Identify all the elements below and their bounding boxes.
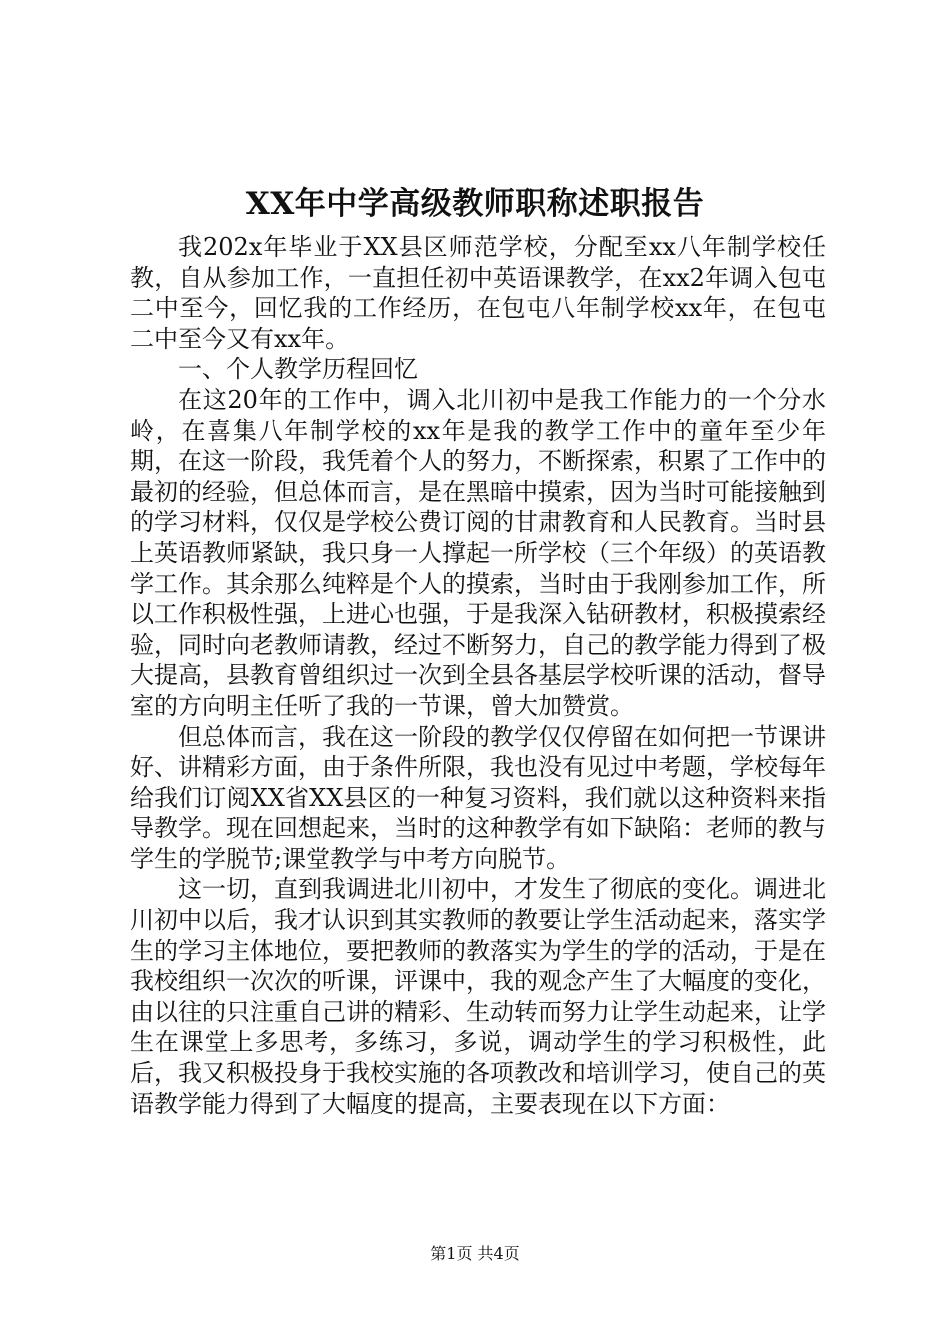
body-paragraph: 但总体而言，我在这一阶段的教学仅仅停留在如何把一节课讲好、讲精彩方面，由于条件所限，我也没有见过中考题，学校每年给我们订阅XX省XX县区的一种复习资料，我们就以这种资料来指导教学。现在回想起来，当时的这种教学有如下缺陷：老师的教与学生的学脱节;课堂教学与中考方向脱节。 xyxy=(130,722,826,873)
intro-paragraph: 我202x年毕业于XX县区师范学校，分配至xx八年制学校任教，自从参加工作，一直担任初中英语课教学，在xx2年调入包屯二中至今，回忆我的工作经历，在包屯八年制学校xx年，在包屯二中至今又有xx年。 xyxy=(130,233,826,353)
page-number-footer: 第1页 共4页 xyxy=(430,1244,520,1263)
document-body xyxy=(130,232,826,1119)
body-paragraph: 这一切，直到我调进北川初中，才发生了彻底的变化。调进北川初中以后，我才认识到其实教师的教要让学生活动起来，落实学生的学习主体地位，要把教师的教落实为学生的学的活动，于是在我校组织一次次的听课，评课中，我的观念产生了大幅度的变化，由以往的只注重自己讲的精彩、生动转而努力让学生动起来，让学生在课堂上多思考，多练习，多说，调动学生的学习积极性，此后，我又积极投身于我校实施的各项教改和培训学习，使自己的英语教学能力得到了大幅度的提高，主要表现在以下方面： xyxy=(130,875,826,1118)
document-title: XX年中学高级教师职称述职报告 xyxy=(245,186,705,222)
body-paragraph: 在这20年的工作中，调入北川初中是我工作能力的一个分水岭，在喜集八年制学校的xx年是我的教学工作中的童年至少年期，在这一阶段，我凭着个人的努力，不断探索，积累了工作中的最初的经验，但总体而言，是在黑暗中摸索，因为当时可能接触到的学习材料，仅仅是学校公费订阅的甘肃教育和人民教育。当时县上英语教师紧缺，我只身一人撑起一所学校（三个年级）的英语教学工作。其余那么纯粹是个人的摸索，当时由于我刚参加工作，所以工作积极性强，上进心也强，于是我深入钻研教材，积极摸索经验，同时向老教师请教，经过不断努力，自己的教学能力得到了极大提高，县教育曾组织过一次到全县各基层学校听课的活动，督导室的方向明主任听了我的一节课，曾大加赞赏。 xyxy=(130,385,826,720)
section-heading: 一、个人教学历程回忆 xyxy=(178,355,418,384)
